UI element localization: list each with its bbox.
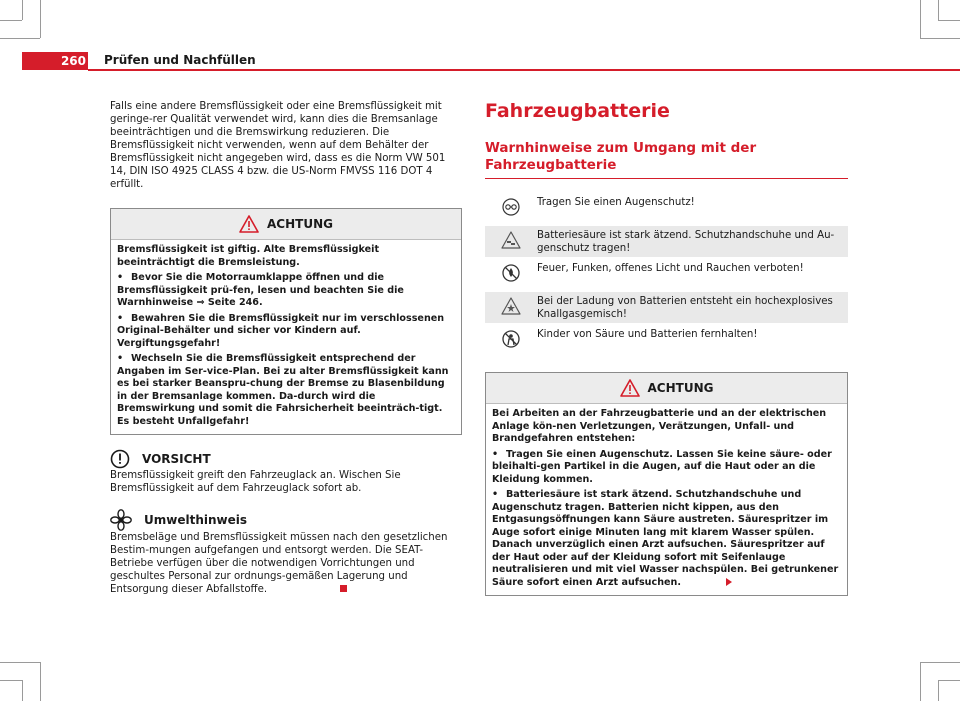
crop-mark (0, 662, 40, 663)
crop-mark (0, 38, 40, 39)
pictogram-row (485, 259, 848, 290)
caution-label: VORSICHT (142, 452, 211, 466)
warning-header (111, 209, 461, 240)
section-heading: Fahrzeugbatterie (485, 100, 670, 122)
crop-mark (920, 662, 921, 701)
pictogram-table (485, 193, 848, 356)
goggles-icon (502, 198, 520, 216)
crop-mark (938, 680, 939, 701)
pictogram-text: Bei der Ladung von Batterien entsteht ein hochexplosives Knallgasgemisch! (537, 296, 833, 320)
warning-bullet: • Batteriesäure ist stark ätzend. Schutzhandschuhe und Augenschutz tragen. Batterien nicht kippen, aus den Entgasungsöffnungen kann Säure austreten. Säurespritzer im Auge sofort einige Minuten lang mit klarem Wasser spülen. Danach unverzüglich einen Arzt aufsuchen. Säurespritzer auf der Haut oder auf der Kleidung sofort mit Seifenlauge neutralisieren und mit viel Wasser nachspülen. Bei getrunkener Säure sofort einen Arzt aufsuchen. (492, 489, 839, 588)
crop-mark (0, 680, 22, 681)
crop-mark (938, 0, 939, 20)
pictogram-text: Kinder von Säure und Batterien fernhalten! (537, 329, 758, 340)
warning-triangle-icon (620, 379, 640, 397)
pictogram-text: Tragen Sie einen Augenschutz! (537, 197, 695, 208)
warning-bullet: • Bevor Sie die Motorraumklappe öffnen und die Bremsflüssigkeit prü-fen, lesen und beachten Sie die Warnhinweise ⇒ Seite 246. (117, 272, 404, 308)
header-rule (88, 69, 960, 71)
right-column (485, 100, 848, 596)
continue-arrow-icon (724, 577, 734, 587)
pictogram-text: Batteriesäure ist stark ätzend. Schutzhandschuhe und Au-genschutz tragen! (537, 230, 835, 254)
warning-label: ACHTUNG (267, 217, 333, 231)
page-number: 260 (22, 52, 88, 70)
no-fire-icon (502, 264, 520, 282)
warning-label: ACHTUNG (647, 381, 714, 395)
warning-bullet: • Tragen Sie einen Augenschutz. Lassen Sie keine säure- oder bleihalti-gen Partikel in die Augen, auf die Haut oder an die Kleidung kommen. (492, 448, 832, 485)
crop-mark (40, 0, 41, 38)
pictogram-text: Feuer, Funken, offenes Licht und Rauchen verboten! (537, 263, 804, 274)
crop-mark (22, 0, 23, 20)
pictogram-row (485, 193, 848, 224)
environment-label: Umwelthinweis (144, 513, 248, 527)
warning-lead: Bei Arbeiten an der Fahrzeugbatterie und an der elektrischen Anlage kön-nen Verletzungen, Verätzungen, Unfall- und Brandgefahren entstehen: (492, 408, 827, 444)
caution-icon (110, 449, 130, 469)
battery-warning-box (485, 372, 848, 596)
crop-mark (920, 0, 921, 38)
pictogram-row (485, 226, 848, 257)
environment-text: Bremsbeläge und Bremsflüssigkeit müssen nach den gesetzlichen Bestim-mungen aufgefangen und entsorgt werden. Die SEAT-Betriebe verfügen über die notwendigen Vorrichtungen und geschultes Personal zur ordnungs-gemäßen Lagerung und Entsorgung dieser Abfallstoffe. (110, 532, 448, 595)
warning-header (486, 373, 847, 404)
crop-mark (40, 662, 41, 701)
caution-header (110, 449, 462, 469)
warning-body (486, 404, 847, 595)
crop-mark (22, 680, 23, 701)
warning-body (111, 240, 461, 434)
crop-mark (938, 680, 960, 681)
pictogram-row (485, 325, 848, 356)
warning-bullet: • Wechseln Sie die Bremsflüssigkeit entsprechend der Angaben im Ser-vice-Plan. Bei zu alter Bremsflüssigkeit kann es bei starker Beanspru-chung der Bremse zu Blasenbildung in der Bremsanlage kommen. Da-durch wird die Bremswirkung und somit die Fahrsicherheit beeinträch-tigt. Es besteht Unfallgefahr! (117, 353, 449, 427)
crop-mark (0, 20, 22, 21)
page-header-title: Prüfen und Nachfüllen (104, 53, 256, 67)
left-column (110, 100, 462, 596)
pictogram-row (485, 292, 848, 323)
environment-header (110, 509, 462, 531)
intro-paragraph: Falls eine andere Bremsflüssigkeit oder eine Bremsflüssigkeit mit geringe-rer Qualität verwendet wird, kann dies die Bremsanlage beeinträchtigen und die Bremswirkung reduzieren. Die Bremsflüssigkeit nicht verwenden, wenn auf dem Behälter der Bremsflüssigkeit nicht angegeben wird, dass es die Norm VW 501 14, DIN ISO 4925 CLASS 4 bzw. die US-Norm FMVSS 116 DOT 4 erfüllt. (110, 101, 446, 190)
keep-children-away-icon (502, 330, 520, 348)
section-end-marker (340, 585, 347, 592)
warning-triangle-icon (239, 215, 259, 233)
crop-mark (920, 38, 960, 39)
flower-icon (110, 509, 132, 531)
crop-mark (938, 20, 960, 21)
acid-icon (501, 231, 521, 249)
explosion-icon (501, 297, 521, 315)
warning-bullet: • Bewahren Sie die Bremsflüssigkeit nur im verschlossenen Original-Behälter und sicher vor Kindern auf. Vergiftungsgefahr! (117, 312, 445, 349)
caution-text: Bremsflüssigkeit greift den Fahrzeuglack an. Wischen Sie Bremsflüssigkeit auf dem Fahrzeuglack sofort ab. (110, 470, 401, 494)
section-subheading: Warnhinweise zum Umgang mit der Fahrzeugbatterie (485, 140, 848, 179)
crop-mark (920, 662, 960, 663)
warning-box (110, 208, 462, 435)
warning-lead: Bremsflüssigkeit ist giftig. Alte Bremsflüssigkeit beeinträchtigt die Bremsleistung. (117, 244, 380, 268)
